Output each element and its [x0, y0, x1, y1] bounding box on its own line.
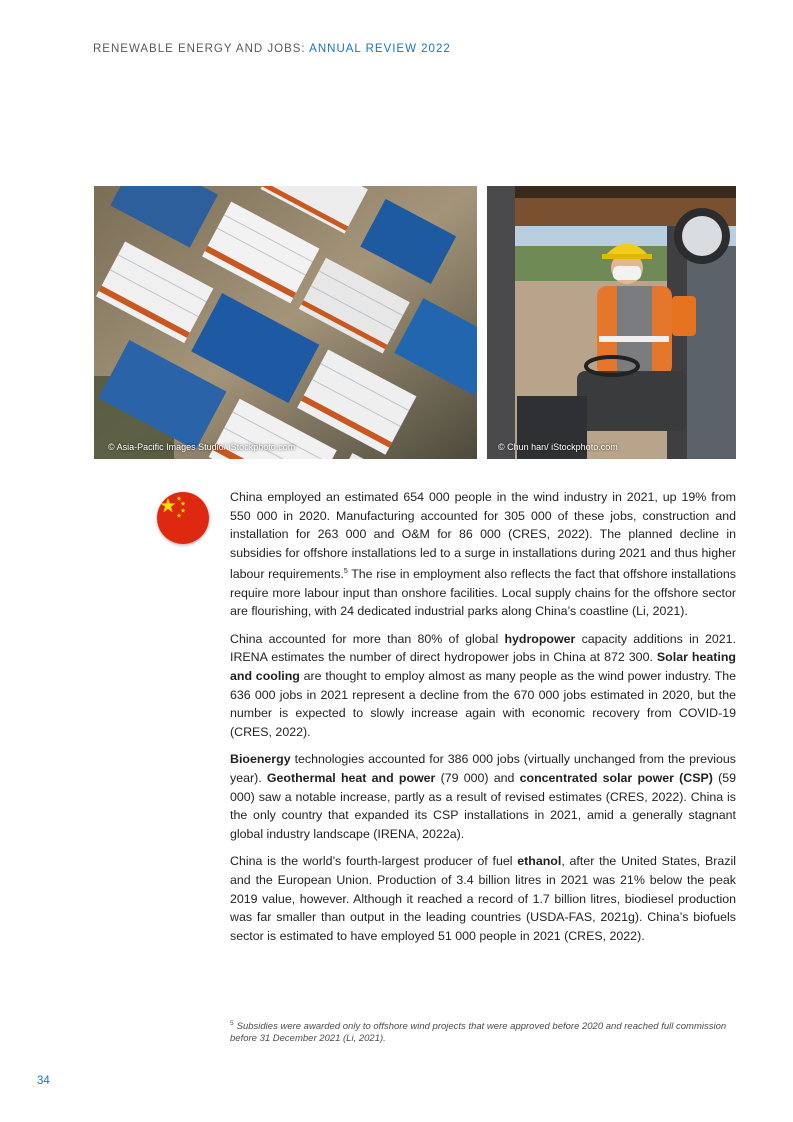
hydropower-term: hydropower: [504, 631, 576, 646]
photo-credit-left: © Asia-Pacific Images Studio/ iStockphoto.com: [108, 442, 296, 452]
page-number: 34: [37, 1075, 50, 1087]
bio-text-2: (79 000) and: [435, 770, 520, 785]
wind-text-1: China employed an estimated 654 000 people in the wind industry in 2021, up 19% from 550 000 in 2020. Manufacturing accounted for 305 000 of these jobs, construction and installation for 263 000 and O&M for 86 000 (CRES, 2022). The planned decline in subsidies for offshore installations led to a surge in installations during 2021 and thus higher labour requirements.: [230, 490, 736, 581]
bio-text-1: technologies accounted for 386 000 jobs (virtually unchanged from the previous year).: [230, 752, 736, 785]
ethanol-text-1: China is the world’s fourth-largest producer of fuel: [230, 854, 518, 869]
wind-blades-photo: [94, 186, 477, 459]
ethanol-term: ethanol: [517, 854, 562, 869]
header-prefix: RENEWABLE ENERGY AND JOBS:: [93, 43, 310, 55]
running-header: [93, 43, 451, 55]
geothermal-term: Geothermal heat and power: [266, 770, 436, 785]
hydro-text-3: are thought to employ almost as many people as the wind power industry. The 636 000 jobs in 2021 represent a decline from the 670 000 jobs estimated in 2020, but the number is expected to slowly increase again with economic recovery from COVID-19 (CRES, 2022).: [230, 668, 736, 740]
header-accent: ANNUAL REVIEW 2022: [309, 43, 451, 55]
forklift-worker-photo: [487, 186, 736, 459]
footnote: [230, 1018, 736, 1045]
paragraph-ethanol: [230, 852, 736, 946]
china-flag-icon: [157, 492, 209, 544]
bio-text-3: (59 000) saw a notable increase, partly as a result of revised estimates (CRES, 2022). China is the only country that expanded its CSP installations in 2021, amid a generally stagnant global industry landscape (IRENA, 2022a).: [230, 770, 737, 842]
article-body: [230, 488, 736, 954]
solar-heating-term: Solar heating and cooling: [230, 650, 736, 683]
bioenergy-term: Bioenergy: [230, 752, 291, 767]
paragraph-wind: [230, 488, 736, 621]
wind-text-2: The rise in employment also reflects the fact that offshore installations require more labour input than onshore facilities. Local supply chains for the offshore sector are flourishing, with 24 dedicated industrial parks along China’s coastline (Li, 2021).: [230, 566, 736, 619]
paragraph-bioenergy: [230, 750, 736, 844]
forklift-worker-image: [487, 186, 736, 459]
paragraph-hydro-solar: [230, 630, 736, 742]
footnote-number: 5: [230, 1020, 234, 1027]
hydro-text-2: capacity additions in 2021. IRENA estimates the number of direct hydropower jobs in China at 872 300.: [230, 631, 736, 665]
hydro-text-1: China accounted for more than 80% of global: [230, 631, 505, 646]
photo-credit-right: © Chun han/ iStockphoto.com: [498, 442, 618, 452]
csp-term: concentrated solar power (CSP): [519, 770, 713, 785]
footnote-text: Subsidies were awarded only to offshore wind projects that were approved before 2020 and reached full commission before 31 December 2021 (Li, 2021).: [230, 1021, 727, 1045]
ethanol-text-2: , after the United States, Brazil and the European Union. Production of 3.4 billion litres in 2021 was 21% below the peak 2019 value, however. Although it reached a record of 1.7 billion litres, biodiesel production was far smaller than output in the leading countries (USDA-FAS, 2021g). China’s biofuels sector is estimated to have employed 51 000 people in 2021 (CRES, 2022).: [230, 854, 737, 944]
wind-blades-image: [94, 186, 477, 459]
footnote-ref[interactable]: 5: [343, 567, 348, 575]
